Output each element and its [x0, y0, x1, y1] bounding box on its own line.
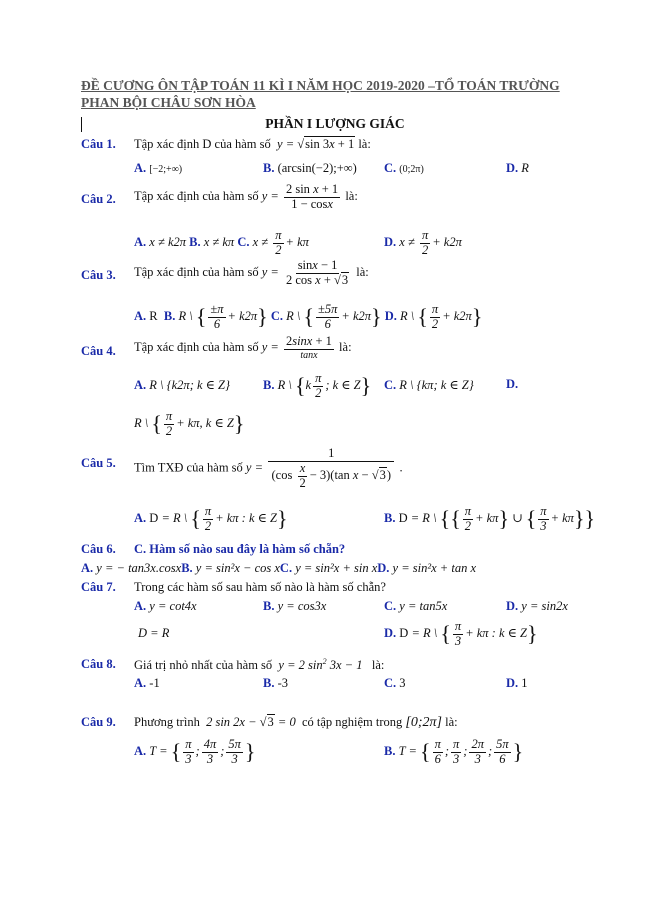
option-key: D.: [384, 309, 397, 324]
option-value: R \ {k2π; k ∈ Z}: [149, 378, 230, 392]
option-key: A.: [134, 511, 147, 526]
question-prompt-2: có tập nghiệm trong: [301, 715, 403, 729]
option-a[interactable]: [134, 676, 160, 691]
option-a[interactable]: [134, 377, 230, 393]
option-key: A.: [134, 599, 147, 613]
formula-fraction: $\frac{\sin x - 1}{\text{2 cos x + √3}}$: [285, 258, 349, 287]
option-key: D.: [384, 626, 397, 641]
option-d-value: R \ { $\frac{\pi}{2}$ + kπ, k ∈ Z}: [134, 409, 245, 438]
question-3: [81, 268, 116, 283]
question-prompt: Giá trị nhỏ nhất của hàm số: [134, 658, 273, 673]
option-value: R \ {kπ; k ∈ Z}: [399, 378, 474, 392]
option-key: A.: [81, 561, 94, 575]
option-key: C.: [384, 676, 397, 690]
option-value: y = sin²x + sin x: [295, 561, 378, 575]
question-label: Câu 5.: [81, 456, 116, 470]
question-prompt: Tìm TXĐ của hàm số: [134, 460, 243, 475]
question-label: Câu 1.: [81, 137, 116, 151]
option-key: B.: [384, 744, 396, 759]
option-key: A.: [134, 378, 147, 392]
question-1: [81, 137, 116, 152]
stray-option-d: D. D = R \ { $\frac{\pi}{3}$ + kπ : k ∈ Z}: [384, 619, 538, 648]
question-8: [81, 657, 116, 672]
question-prompt: Phương trình: [134, 715, 200, 729]
option-key: A.: [134, 235, 147, 250]
question-6: [81, 542, 116, 557]
option-b[interactable]: [263, 676, 288, 691]
option-value: R: [521, 161, 529, 175]
option-value: [−2;+∞): [149, 164, 183, 175]
option-key: A.: [134, 161, 147, 175]
question-prompt: Tập xác định D của hàm số: [134, 137, 271, 151]
option-b[interactable]: [263, 161, 357, 176]
option-key: B.: [189, 235, 201, 250]
question-2: [81, 192, 116, 207]
option-key: B.: [263, 378, 275, 393]
option-value: x ≠ k2π: [149, 235, 186, 250]
question-prompt: Tập xác định của hàm số: [134, 265, 259, 280]
option-d[interactable]: [506, 161, 529, 176]
option-key: D.: [506, 161, 519, 175]
question-label: Câu 9.: [81, 715, 116, 729]
option-key: A.: [134, 744, 147, 759]
option-c[interactable]: [384, 676, 406, 691]
option-b[interactable]: [181, 561, 280, 575]
option-value: (0;2π): [399, 164, 424, 175]
question-1-text: [134, 137, 371, 152]
option-d[interactable]: [506, 377, 518, 392]
option-a[interactable]: A. D = R \ { $\frac{\pi}{2}$ + kπ : k ∈ Z}: [134, 504, 288, 533]
option-value: y = sin²x + tan x: [392, 561, 476, 575]
question-7: [81, 580, 116, 595]
option-d[interactable]: [377, 561, 476, 575]
option-d[interactable]: D. x ≠ $\frac{\pi}{2}$ + k2π: [384, 228, 462, 257]
question-label: Câu 6.: [81, 542, 116, 556]
option-b[interactable]: B. R \ {k $\frac{\pi}{2}$ ; k ∈ Z}: [263, 371, 372, 400]
question-9: [81, 715, 116, 730]
option-a[interactable]: [81, 561, 181, 575]
option-value: y = cos3x: [277, 599, 327, 613]
question-suffix: là:: [445, 715, 458, 729]
option-value: y = sin²x − cos x: [195, 561, 280, 575]
question-label: Câu 2.: [81, 192, 116, 206]
option-value: y = cot4x: [149, 599, 197, 613]
question-prompt: Tập xác định của hàm số: [134, 189, 259, 204]
question-label: Câu 7.: [81, 580, 116, 594]
option-value: y = tan5x: [399, 599, 448, 613]
question-label: Câu 3.: [81, 268, 116, 282]
option-a[interactable]: [134, 309, 158, 323]
option-key: D.: [384, 235, 397, 250]
option-b[interactable]: [263, 599, 326, 614]
option-b[interactable]: B. T = { $\frac{\pi}{6}$ ; $\frac{\pi}{3}$ ; $\frac{2\pi}{3}$ ; $\frac{5\pi}{6}$ }: [384, 737, 524, 766]
option-b[interactable]: B. D = R \ {{ $\frac{\pi}{2}$ + kπ} ∪ { $\frac{\pi}{3}$ + kπ}}: [384, 504, 596, 533]
option-key: C.: [279, 561, 293, 575]
option-key: C.: [384, 161, 397, 175]
document-title: ĐỀ CƯƠNG ÔN TẬP TOÁN 11 KÌ I NĂM HỌC 2019-2020 –TỔ TOÁN TRƯỜNG PHAN BỘI CHÂU SƠN HÒA: [81, 78, 560, 110]
formula: y = √sin 3x + 1: [273, 137, 355, 151]
question-6-text: C. Hàm số nào sau đây là hàm số chẵn?: [134, 542, 346, 556]
option-c[interactable]: [384, 599, 447, 614]
formula-fraction: $\frac{\text{2 sin x + 1}}{1 - \cos x}$: [285, 182, 339, 211]
option-a[interactable]: [134, 599, 197, 614]
option-value: 3: [399, 676, 406, 690]
question-9-text: Phương trình 2 sin 2x − √3 = 0 có tập nghiệm trong [0;2π] là:: [134, 715, 458, 730]
question-prompt: Tập xác định của hàm số: [134, 339, 259, 354]
option-value: -3: [277, 676, 289, 690]
formula: y =: [261, 189, 279, 204]
option-key: D.: [506, 377, 519, 391]
option-key: C.: [384, 378, 397, 392]
question-2-text: [134, 183, 358, 212]
option-a[interactable]: [134, 235, 186, 249]
option-key: B.: [181, 561, 193, 575]
option-value: (arcsin(−2);+∞): [277, 161, 357, 175]
question-label: Câu 4.: [81, 344, 116, 358]
option-b[interactable]: [189, 235, 234, 249]
question-suffix: là:: [345, 189, 358, 204]
option-key: A.: [134, 676, 147, 690]
option-key: D.: [377, 561, 390, 575]
option-key: A.: [134, 309, 147, 324]
option-c[interactable]: [280, 561, 377, 575]
option-key: C.: [384, 599, 397, 613]
option-a[interactable]: [134, 161, 182, 176]
formula-fraction: $\frac{2\sin x + 1}{\tan x}$: [285, 334, 332, 361]
option-key: C.: [270, 309, 283, 324]
option-d[interactable]: [506, 599, 568, 614]
question-8-text: Giá trị nhỏ nhất của hàm số y = 2 $\sin^2 3x - 1$ là:: [134, 657, 385, 673]
option-key: B.: [384, 511, 396, 526]
formula-fraction: 1 (cos $\frac{x}{2}$ − 3)(tan x − √3): [268, 447, 394, 490]
question-5: [81, 456, 116, 471]
option-key: B.: [263, 161, 275, 175]
option-value: y = − tan3x.cosx: [96, 561, 182, 575]
option-c[interactable]: [384, 161, 424, 176]
option-key: D.: [506, 676, 519, 690]
section-heading: PHẦN I LƯỢNG GIÁC: [265, 116, 405, 131]
option-value: 1: [521, 676, 528, 690]
option-key: C.: [237, 235, 250, 250]
option-c[interactable]: C. x ≠ $\frac{\pi}{2}$ + kπ: [237, 228, 309, 257]
question-suffix: là:: [356, 265, 369, 280]
options-row: [134, 229, 309, 258]
option-c[interactable]: C. R \ { $\frac{\pm 5\pi}{6}$ + k2π}: [270, 302, 382, 331]
question-label: Câu 8.: [81, 657, 116, 671]
option-key: B.: [263, 599, 275, 613]
option-d[interactable]: [506, 676, 528, 691]
stray-answer-text: D = R: [138, 626, 170, 640]
options-row: [134, 303, 482, 332]
question-suffix: là:: [358, 137, 371, 151]
question-4: [81, 344, 116, 359]
option-value: R: [149, 309, 158, 324]
option-d[interactable]: D. R \ { $\frac{\pi}{2}$ + k2π}: [384, 302, 483, 331]
option-b[interactable]: B. R \ { $\frac{\pm\pi}{6}$ + k2π}: [163, 302, 268, 331]
question-5-text: Tìm TXĐ của hàm số y = 1 (cos $\frac{x}{2}$ − 3)(tan x − √3) .: [134, 446, 403, 490]
option-key: D.: [506, 599, 519, 613]
question-suffix: .: [399, 460, 403, 475]
option-value: x ≠ kπ: [203, 235, 235, 250]
option-key: B.: [263, 676, 275, 690]
options-row: [81, 561, 476, 576]
question-suffix: là:: [339, 339, 352, 354]
option-key: B.: [163, 309, 176, 324]
question-3-text: Tập xác định của hàm số y = $\frac{\sin x - 1}{\text{2 cos x + √3}}$ là:: [134, 258, 369, 287]
interval: [0;2π]: [405, 715, 442, 730]
option-c[interactable]: [384, 377, 474, 393]
option-value: -1: [149, 676, 160, 690]
option-value: y = sin2x: [521, 599, 568, 613]
question-7-text: Trong các hàm số sau hàm số nào là hàm số chẵn?: [134, 580, 386, 594]
option-a[interactable]: A. T = { $\frac{\pi}{3}$ ; $\frac{4\pi}{3}$ ; $\frac{5\pi}{3}$ }: [134, 737, 256, 766]
question-suffix: là:: [371, 658, 385, 673]
question-4-text: Tập xác định của hàm số y = $\frac{2\sin x + 1}{\tan x}$ là:: [134, 334, 352, 361]
